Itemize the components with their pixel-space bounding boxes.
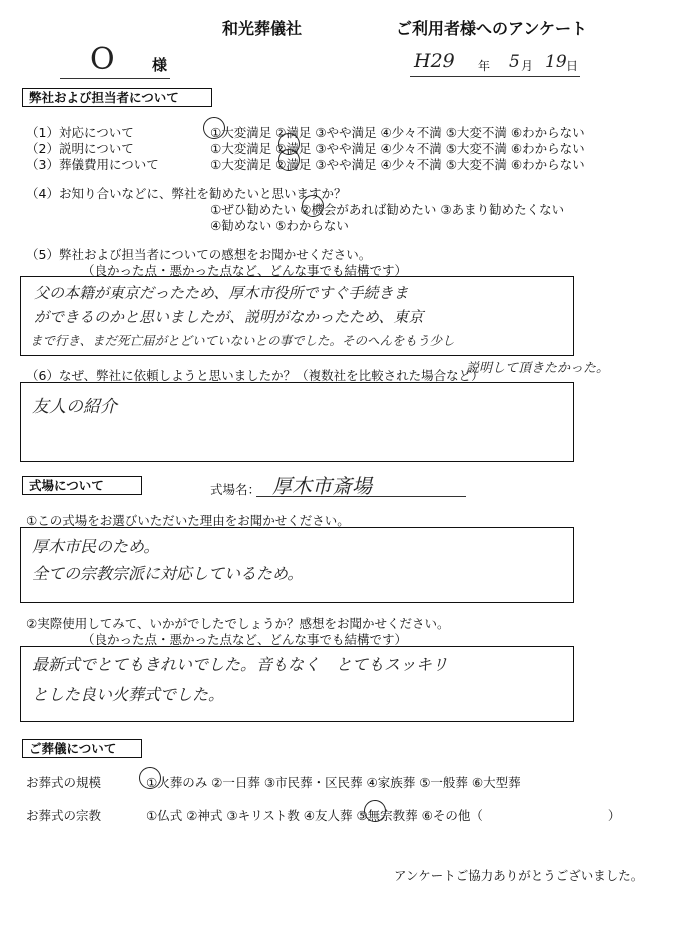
q4-options-1: ①ぜひ勧めたい ②機会があれば勧めたい ③あまり勧めたくない — [210, 202, 565, 217]
venue-q1-label: ①この式場をお選びいただいた理由をお聞かせください。 — [26, 513, 350, 528]
survey-title: ご利用者様へのアンケート — [396, 19, 588, 38]
date-underline — [410, 76, 580, 77]
q3-label: （3）葬儀費用について — [26, 157, 159, 172]
customer-name: O — [90, 42, 115, 77]
q3-answer-circle — [278, 149, 300, 171]
q1-label: （1）対応について — [26, 125, 134, 140]
q1-scale: ①大変満足 ②満足 ③やや満足 ④少々不満 ⑤大変不満 ⑥わからない — [210, 125, 585, 140]
funeral-scale-label: お葬式の規模 — [26, 775, 102, 790]
funeral-scale-options: ①火葬のみ ②一日葬 ③市民葬・区民葬 ④家族葬 ⑤一般葬 ⑥大型葬 — [146, 775, 521, 790]
q5-answer-line-1: 父の本籍が東京だったため、厚木市役所ですぐ手続きま — [34, 284, 409, 302]
venue-name: 厚木市斎場 — [272, 474, 372, 498]
funeral-religion-options: ①仏式 ②神式 ③キリスト教 ④友人葬 ⑤無宗教葬 ⑥その他（ ） — [146, 808, 621, 823]
q2-label: （2）説明について — [26, 141, 134, 156]
q2-scale: ①大変満足 ②満足 ③やや満足 ④少々不満 ⑤大変不満 ⑥わからない — [210, 141, 585, 156]
q1-answer-circle — [203, 117, 225, 139]
honorific: 様 — [152, 56, 168, 74]
venue-q1-answer-line-1: 厚木市民のため。 — [32, 537, 160, 556]
thanks-message: アンケートご協力ありがとうございました。 — [394, 868, 644, 883]
date-era: H29 — [414, 50, 455, 72]
funeral-religion-label: お葬式の宗教 — [26, 808, 102, 823]
date-month: 5 — [509, 52, 520, 72]
venue-underline — [256, 496, 466, 497]
year-label: 年 — [478, 59, 491, 73]
q4-options-2: ④勧めない ⑤わからない — [210, 218, 349, 233]
section-heading-funeral: ご葬儀について — [22, 739, 142, 758]
q3-scale: ①大変満足 ②満足 ③やや満足 ④少々不満 ⑤大変不満 ⑥わからない — [210, 157, 585, 172]
q4-label: （4）お知り合いなどに、弊社を勧めたいと思いますか？ — [26, 186, 347, 201]
company-name: 和光葬儀社 — [222, 19, 303, 38]
venue-label: 式場名： — [210, 482, 261, 497]
q5-sub: （良かった点・悪かった点など、どんな事でも結構です） — [82, 263, 408, 278]
q6-label: （6）なぜ、弊社に依頼しようと思いましたか？（複数社を比較された場合など） — [26, 368, 484, 383]
venue-q1-answer-line-2: 全ての宗教宗派に対応しているため。 — [32, 564, 304, 583]
q5-answer-line-2: ができるのかと思いましたが、説明がなかったため、東京 — [34, 308, 424, 326]
date-day: 19 — [545, 52, 567, 72]
q5-label: （5）弊社および担当者についての感想をお聞かせください。 — [26, 247, 372, 262]
venue-q2-sub: （良かった点・悪かった点など、どんな事でも結構です） — [82, 632, 408, 647]
q5-answer-line-4: 説明して頂きたかった。 — [466, 361, 610, 376]
q5-answer-line-3: まで行き、まだ死亡届がとどいていないとの事でした。そのへんをもう少し — [30, 333, 455, 348]
funeral-scale-answer-circle — [139, 767, 161, 789]
funeral-religion-answer-circle — [364, 800, 386, 822]
month-label: 月 — [521, 59, 534, 73]
q6-answer: 友人の紹介 — [32, 397, 117, 417]
day-label: 日 — [566, 59, 579, 73]
q4-answer-circle — [302, 195, 324, 217]
venue-q2-answer-line-2: とした良い火葬式でした。 — [32, 685, 225, 704]
section-heading-venue: 式場について — [22, 476, 142, 495]
section-heading-company: 弊社および担当者について — [22, 88, 212, 107]
venue-q2-answer-line-1: 最新式でとてもきれいでした。音もなく とてもスッキリ — [32, 655, 448, 674]
name-underline — [60, 78, 170, 79]
venue-q2-label: ②実際使用してみて、いかがでしたでしょうか？感想をお聞かせください。 — [26, 616, 450, 631]
